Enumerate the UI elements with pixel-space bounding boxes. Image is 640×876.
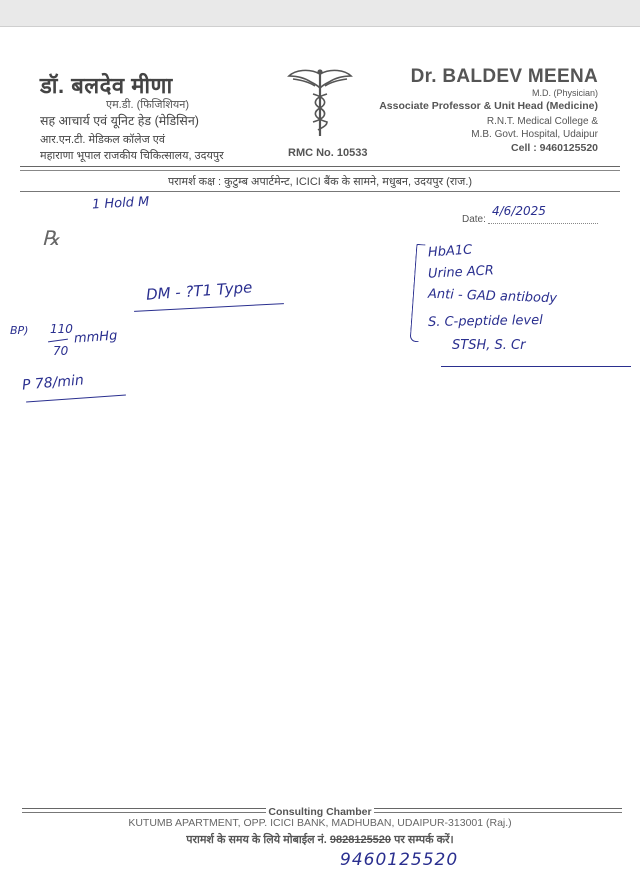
handwritten-pulse: P 78/min	[21, 372, 85, 394]
date-dotted-line	[488, 223, 598, 224]
bp-fraction-bar	[48, 339, 68, 343]
pulse-underline	[26, 395, 126, 403]
handwritten-date: 4/6/2025	[492, 204, 546, 218]
institution-english-line1: R.N.T. Medical College &	[486, 116, 598, 127]
investigation-item: Urine ACR	[427, 263, 495, 282]
doctor-cell-number: Cell : 9460125520	[511, 142, 598, 154]
doctor-name-hindi: डॉ. बलदेव मीणा	[40, 73, 173, 98]
investigation-item: Anti - GAD antibody	[427, 286, 558, 307]
footer-heading: Consulting Chamber	[268, 806, 372, 818]
institution-hindi-line1: आर.एन.टी. मेडिकल कॉलेज एवं	[40, 134, 165, 146]
investigation-item: S. C-peptide level	[427, 312, 543, 331]
institution-english-line2: M.B. Govt. Hospital, Udaipur	[471, 129, 598, 140]
footer-hindi-suffix: पर सम्पर्क करें।	[394, 834, 454, 846]
consulting-chamber-hindi: परामर्श कक्ष : कुटुम्ब अपार्टमेन्ट, ICICI बैंक के सामने, मधुबन, उदयपुर (राज.)	[167, 176, 473, 188]
footer-old-number: 9828125520	[329, 834, 392, 846]
handwritten-bp-diastolic: 70	[53, 344, 69, 358]
investigation-item: STSH, S. Cr	[452, 338, 526, 353]
rmc-number: RMC No. 10533	[288, 147, 368, 159]
footer-hindi-contact	[0, 832, 640, 847]
footer-hindi-prefix: परामर्श के समय के लिये मोबाईल नं.	[186, 834, 327, 846]
caduceus-icon	[285, 66, 355, 138]
handwritten-bp-label: BP)	[10, 324, 29, 337]
handwritten-bp-unit: mmHg	[73, 328, 118, 347]
chamber-divider	[20, 191, 620, 192]
diagnosis-underline	[134, 303, 284, 312]
investigation-item: HbA1C	[427, 242, 473, 261]
investigations-bracket	[410, 244, 426, 342]
date-label: Date:	[462, 214, 486, 225]
header-divider-thin	[20, 170, 620, 171]
doctor-title-english: Associate Professor & Unit Head (Medicine)	[379, 100, 598, 112]
doctor-title-hindi: सह आचार्य एवं यूनिट हेड (मेडिसिन)	[40, 114, 199, 128]
handwritten-cell-number: 9460125520	[340, 850, 459, 870]
handwritten-top-note: 1 Hold M	[91, 194, 150, 213]
doctor-name-english: Dr. BALDEV MEENA	[410, 66, 598, 87]
institution-hindi-line2: महाराणा भूपाल राजकीय चिकित्सालय, उदयपुर	[40, 150, 224, 162]
doctor-degree-english: M.D. (Physician)	[531, 88, 598, 98]
scan-top-band	[0, 0, 640, 27]
header-divider	[20, 166, 620, 167]
handwritten-bp-systolic: 110	[50, 322, 73, 336]
footer-address: KUTUMB APARTMENT, OPP. ICICI BANK, MADHUBAN, UDAIPUR-313001 (Raj.)	[128, 817, 512, 829]
doctor-degree-hindi: एम.डी. (फिजिशियन)	[106, 99, 190, 111]
rx-symbol: ℞	[42, 226, 60, 250]
handwritten-diagnosis: DM - ?T1 Type	[145, 278, 253, 304]
investigations-underline	[441, 366, 631, 367]
